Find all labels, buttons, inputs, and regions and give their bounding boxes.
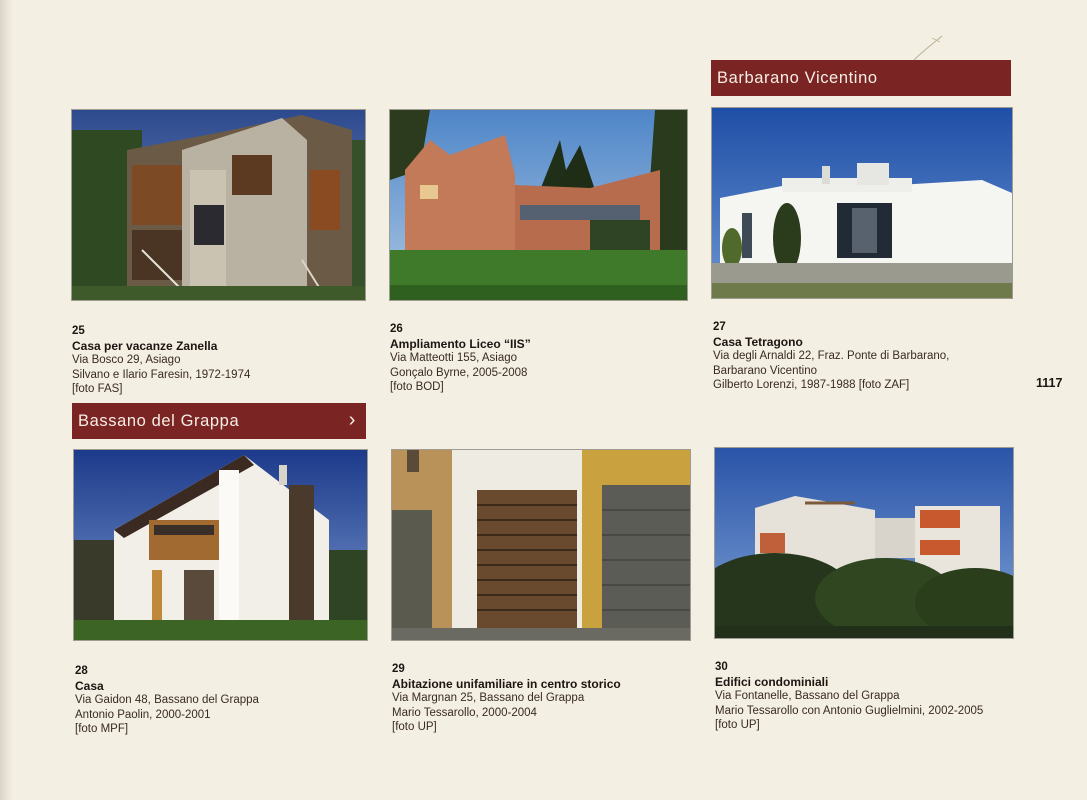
- photo-28-casa: [74, 450, 367, 640]
- entry-number: 30: [715, 661, 728, 673]
- section-banner-barbarano: [711, 60, 1011, 96]
- page-gutter: [0, 0, 14, 800]
- entry-photo-credit: [foto BOD]: [390, 381, 444, 393]
- entry-address: Via Gaidon 48, Bassano del Grappa: [75, 694, 259, 706]
- page-number: 1117: [1036, 376, 1063, 390]
- entry-27: [713, 320, 949, 393]
- entry-title: Edifici condominiali: [715, 674, 829, 689]
- entry-architect: Silvano e Ilario Faresin, 1972-1974: [72, 368, 251, 381]
- entry-29: [392, 662, 621, 735]
- entry-architect: Gilberto Lorenzi, 1987-1988 [foto ZAF]: [713, 379, 910, 391]
- entry-title: Casa per vacanze Zanella: [72, 338, 218, 353]
- section-banner-label: Barbarano Vicentino: [717, 68, 878, 87]
- section-banner-label: Bassano del Grappa: [78, 411, 240, 430]
- entry-address: Via Matteotti 155, Asiago: [390, 352, 518, 364]
- entry-title: Casa: [75, 678, 104, 693]
- entry-number: 29: [392, 663, 405, 675]
- entry-address: Via Margnan 25, Bassano del Grappa: [392, 692, 585, 704]
- entry-26: [390, 322, 531, 395]
- section-banner-bassano: [72, 403, 366, 439]
- entry-number: 25: [72, 325, 85, 337]
- entry-address: Via Bosco 29, Asiago: [72, 354, 181, 366]
- entry-architect: Mario Tessarollo con Antonio Guglielmini, 2002-2005: [715, 704, 984, 717]
- photo-29-abitazione-unifamiliare: [392, 450, 690, 640]
- entry-title: Abitazione unifamiliare in centro storico: [392, 676, 621, 691]
- entry-title: Casa Tetragono: [713, 334, 803, 349]
- entry-address-city: Barbarano Vicentino: [713, 364, 817, 377]
- entry-architect: Gonçalo Byrne, 2005-2008: [390, 366, 528, 379]
- photo-30-edifici-condominiali: [715, 448, 1013, 638]
- entry-number: 28: [75, 665, 88, 677]
- entry-address: Via Fontanelle, Bassano del Grappa: [715, 690, 900, 702]
- entry-30: [715, 660, 983, 733]
- entry-photo-credit: [foto FAS]: [72, 383, 123, 395]
- entry-number: 26: [390, 323, 403, 335]
- entry-25: [72, 324, 250, 397]
- photo-27-casa-tetragono: [712, 108, 1012, 298]
- entry-address: Via degli Arnaldi 22, Fraz. Ponte di Barbarano,: [713, 350, 950, 362]
- entry-photo-credit: [foto UP]: [392, 721, 437, 733]
- entry-architect: Antonio Paolin, 2000-2001: [75, 708, 211, 721]
- entry-photo-credit: [foto UP]: [715, 719, 760, 731]
- entry-28: [75, 664, 259, 737]
- entry-architect: Mario Tessarollo, 2000-2004: [392, 706, 537, 719]
- scratch-mark: [912, 34, 944, 62]
- photo-26-liceo-iis: [390, 110, 687, 300]
- chevron-right-icon: ›: [348, 409, 356, 431]
- entry-title: Ampliamento Liceo “IIS”: [390, 336, 531, 351]
- entry-photo-credit: [foto MPF]: [75, 723, 129, 735]
- photo-25-casa-zanella: [72, 110, 365, 300]
- entry-number: 27: [713, 321, 726, 333]
